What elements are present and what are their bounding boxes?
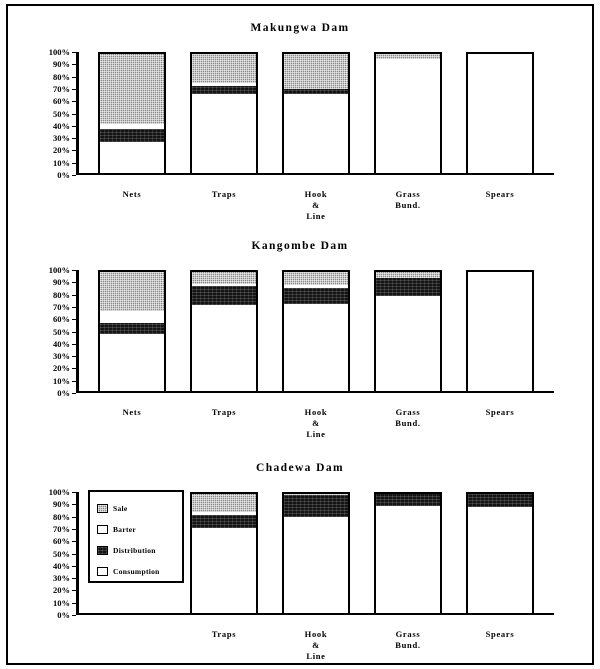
y-axis-tick: [72, 52, 76, 53]
y-axis-tick: [72, 126, 76, 127]
x-axis-category-label-line: Grass: [395, 407, 421, 417]
y-axis-tick-label: 100%: [48, 486, 70, 497]
y-axis-tick-label: 0%: [57, 609, 70, 620]
y-axis-tick-label: 60%: [53, 313, 70, 324]
x-axis-category-label: [454, 189, 546, 200]
bar-segment-consumption[interactable]: [100, 142, 164, 173]
y-axis-tick-label: 10%: [53, 375, 70, 386]
y-axis-tick-label: 30%: [53, 572, 70, 583]
chart-panel-chadewa-dam: [0, 450, 600, 665]
y-axis-tick: [72, 150, 76, 151]
y-axis-tick: [72, 307, 76, 308]
x-axis-category-label-line: Spears: [485, 189, 515, 199]
y-axis-tick: [72, 332, 76, 333]
bar-segment-barter[interactable]: [100, 311, 164, 323]
bar-segment-barter[interactable]: [284, 285, 348, 287]
legend-item[interactable]: [97, 498, 177, 519]
bar-segment-sale[interactable]: [192, 52, 256, 83]
white-swatch: [97, 525, 108, 534]
legend-item-label: Consumption: [113, 567, 160, 576]
y-axis-tick: [72, 368, 76, 369]
bar-segment-consumption[interactable]: [468, 507, 532, 613]
bar-segment-distribution[interactable]: [376, 278, 440, 296]
x-axis-category-label-line: Traps: [211, 407, 237, 417]
bar-segment-distribution[interactable]: [192, 515, 256, 529]
y-axis-line: [76, 270, 79, 393]
x-axis-category-label: [178, 189, 270, 200]
x-axis-category-label-line: Nets: [122, 407, 142, 417]
y-axis-tick: [72, 344, 76, 345]
y-axis-tick-label: 20%: [53, 145, 70, 156]
y-axis-tick: [72, 393, 76, 394]
x-axis-category-label: [178, 629, 270, 640]
y-axis-tick-label: 20%: [53, 363, 70, 374]
y-axis-tick-label: 30%: [53, 350, 70, 361]
bar-segment-consumption[interactable]: [100, 334, 164, 391]
x-axis-category-label-line: Spears: [485, 629, 515, 639]
x-axis-category-label-line: Nets: [122, 189, 142, 199]
x-axis-category-label: [454, 407, 546, 418]
stacked-bar[interactable]: [282, 492, 350, 615]
stacked-bar[interactable]: [190, 270, 258, 393]
stacked-bar[interactable]: [282, 52, 350, 175]
x-axis-category-label: [362, 189, 454, 211]
x-axis-category-label-line: Traps: [211, 189, 237, 199]
y-axis-line: [76, 492, 79, 615]
y-axis-tick-label: 0%: [57, 169, 70, 180]
bar-segment-barter[interactable]: [100, 124, 164, 129]
bar-segment-sale[interactable]: [192, 270, 256, 284]
x-axis-category-label-line: Bund.: [395, 418, 421, 428]
bar-segment-distribution[interactable]: [192, 86, 256, 95]
bar-segment-consumption[interactable]: [376, 506, 440, 613]
plot-area: [48, 46, 554, 221]
bar-segment-distribution[interactable]: [284, 89, 348, 94]
bar-segment-sale[interactable]: [284, 52, 348, 89]
y-axis-tick: [72, 319, 76, 320]
plot-area: [48, 264, 554, 439]
x-axis-category-label-line: &: [312, 200, 320, 210]
stacked-bar[interactable]: [282, 270, 350, 393]
legend-item-label: Barter: [113, 525, 137, 534]
x-axis-category-label-line: Traps: [211, 629, 237, 639]
y-axis-tick-label: 100%: [48, 264, 70, 275]
y-axis-tick-label: 60%: [53, 535, 70, 546]
y-axis-tick: [72, 163, 76, 164]
y-axis-tick: [72, 138, 76, 139]
bar-segment-distribution[interactable]: [192, 286, 256, 304]
y-axis-tick-label: 50%: [53, 108, 70, 119]
bar-segment-distribution[interactable]: [284, 495, 348, 517]
stacked-bar[interactable]: [466, 52, 534, 175]
legend-item-label: Distribution: [113, 546, 156, 555]
y-axis-tick-label: 10%: [53, 597, 70, 608]
y-axis-tick: [72, 492, 76, 493]
bar-segment-consumption[interactable]: [468, 270, 532, 391]
y-axis-tick-label: 0%: [57, 387, 70, 398]
bar-segment-barter[interactable]: [192, 512, 256, 514]
y-axis-tick-label: 40%: [53, 120, 70, 131]
stacked-bar[interactable]: [190, 52, 258, 175]
x-axis-category-label-line: Hook: [304, 629, 328, 639]
x-axis-category-label: [86, 407, 178, 418]
x-axis-category-label-line: Line: [306, 211, 326, 221]
chart-title: Kangombe Dam: [251, 240, 349, 252]
y-axis-tick: [72, 282, 76, 283]
stacked-bar[interactable]: [466, 270, 534, 393]
chart-legend: [88, 490, 184, 583]
chart-panel-makungwa-dam: [0, 6, 600, 228]
stacked-bar[interactable]: [374, 52, 442, 175]
x-axis-category-label-line: Bund.: [395, 200, 421, 210]
stacked-bar[interactable]: [98, 52, 166, 175]
bar-segment-consumption[interactable]: [192, 305, 256, 391]
bar-segment-distribution[interactable]: [468, 492, 532, 507]
x-axis-category-label-line: Grass: [395, 189, 421, 199]
bar-segment-consumption[interactable]: [376, 296, 440, 391]
bar-segment-consumption[interactable]: [192, 528, 256, 613]
y-axis-tick-label: 90%: [53, 499, 70, 510]
y-axis-tick-label: 40%: [53, 560, 70, 571]
stacked-bar[interactable]: [374, 492, 442, 615]
y-axis-tick: [72, 295, 76, 296]
y-axis-tick-label: 70%: [53, 83, 70, 94]
legend-item[interactable]: [97, 519, 177, 540]
x-axis-category-label: [454, 629, 546, 640]
y-axis-tick: [72, 504, 76, 505]
legend-item[interactable]: [97, 540, 177, 561]
y-axis-tick: [72, 64, 76, 65]
x-axis-category-label: [362, 629, 454, 651]
y-axis-tick: [72, 590, 76, 591]
x-axis-category-label-line: Hook: [304, 407, 328, 417]
y-axis-tick: [72, 101, 76, 102]
chart-panel-kangombe-dam: [0, 228, 600, 450]
y-axis-tick-label: 80%: [53, 289, 70, 300]
bar-segment-barter[interactable]: [468, 52, 532, 59]
y-axis-tick-label: 80%: [53, 71, 70, 82]
bar-segment-distribution[interactable]: [284, 288, 348, 304]
chart-title: Chadewa Dam: [256, 462, 344, 474]
bar-segment-consumption[interactable]: [284, 304, 348, 391]
y-axis-tick-label: 10%: [53, 157, 70, 168]
y-axis-tick: [72, 517, 76, 518]
y-axis-tick-label: 90%: [53, 59, 70, 70]
bar-segment-barter[interactable]: [192, 83, 256, 85]
y-axis-tick-label: 50%: [53, 326, 70, 337]
bar-segment-sale[interactable]: [284, 270, 348, 285]
x-axis-category-label: [86, 189, 178, 200]
bar-segment-sale[interactable]: [100, 270, 164, 311]
bar-segment-sale[interactable]: [376, 52, 440, 59]
bar-segment-consumption[interactable]: [376, 59, 440, 173]
y-axis-tick: [72, 381, 76, 382]
bar-segment-sale[interactable]: [192, 492, 256, 512]
y-axis-tick-label: 50%: [53, 548, 70, 559]
black-swatch: [97, 546, 108, 555]
y-axis-tick: [72, 89, 76, 90]
y-axis-tick: [72, 114, 76, 115]
legend-item-label: Sale: [113, 504, 128, 513]
bar-segment-consumption[interactable]: [192, 94, 256, 173]
bar-segment-distribution[interactable]: [100, 129, 164, 143]
x-axis-category-label: [270, 189, 362, 222]
bar-segment-sale[interactable]: [376, 270, 440, 278]
bar-segment-consumption[interactable]: [284, 94, 348, 173]
stacked-bar[interactable]: [98, 270, 166, 393]
x-axis-category-label-line: Line: [306, 429, 326, 439]
bar-segment-sale[interactable]: [100, 52, 164, 124]
bar-segment-consumption[interactable]: [284, 517, 348, 613]
y-axis-tick: [72, 615, 76, 616]
y-axis-tick-label: 70%: [53, 523, 70, 534]
bar-segment-distribution[interactable]: [376, 492, 440, 506]
x-axis-category-label-line: &: [312, 418, 320, 428]
y-axis-tick: [72, 554, 76, 555]
y-axis-tick-label: 70%: [53, 301, 70, 312]
x-axis-category-label-line: Line: [306, 651, 326, 661]
bar-segment-barter[interactable]: [192, 284, 256, 286]
white-swatch: [97, 567, 108, 576]
x-axis-category-label: [362, 407, 454, 429]
y-axis-line: [76, 52, 79, 175]
stacked-bar[interactable]: [466, 492, 534, 615]
y-axis-tick: [72, 578, 76, 579]
y-axis-tick: [72, 603, 76, 604]
x-axis-category-label-line: Bund.: [395, 640, 421, 650]
stacked-bar[interactable]: [374, 270, 442, 393]
gray-checker-swatch: [97, 504, 108, 513]
y-axis-tick: [72, 356, 76, 357]
y-axis-tick-label: 60%: [53, 95, 70, 106]
legend-item[interactable]: [97, 561, 177, 582]
chart-title: Makungwa Dam: [250, 22, 350, 34]
y-axis-tick: [72, 529, 76, 530]
y-axis-tick: [72, 77, 76, 78]
x-axis-category-label-line: Grass: [395, 629, 421, 639]
y-axis-tick: [72, 566, 76, 567]
y-axis-tick-label: 90%: [53, 277, 70, 288]
y-axis-tick: [72, 270, 76, 271]
x-axis-category-label: [270, 629, 362, 662]
stacked-bar[interactable]: [190, 492, 258, 615]
y-axis-tick-label: 40%: [53, 338, 70, 349]
x-axis-category-label-line: Hook: [304, 189, 328, 199]
y-axis-tick-label: 30%: [53, 132, 70, 143]
bar-segment-distribution[interactable]: [100, 323, 164, 334]
bar-segment-sale[interactable]: [284, 492, 348, 495]
y-axis-tick: [72, 175, 76, 176]
x-axis-category-label-line: &: [312, 640, 320, 650]
y-axis-tick-label: 20%: [53, 585, 70, 596]
y-axis-tick-label: 100%: [48, 46, 70, 57]
y-axis-tick-label: 80%: [53, 511, 70, 522]
x-axis-category-label: [178, 407, 270, 418]
x-axis-category-label-line: Spears: [485, 407, 515, 417]
x-axis-category-label: [270, 407, 362, 440]
bar-segment-consumption[interactable]: [468, 59, 532, 173]
y-axis-tick: [72, 541, 76, 542]
